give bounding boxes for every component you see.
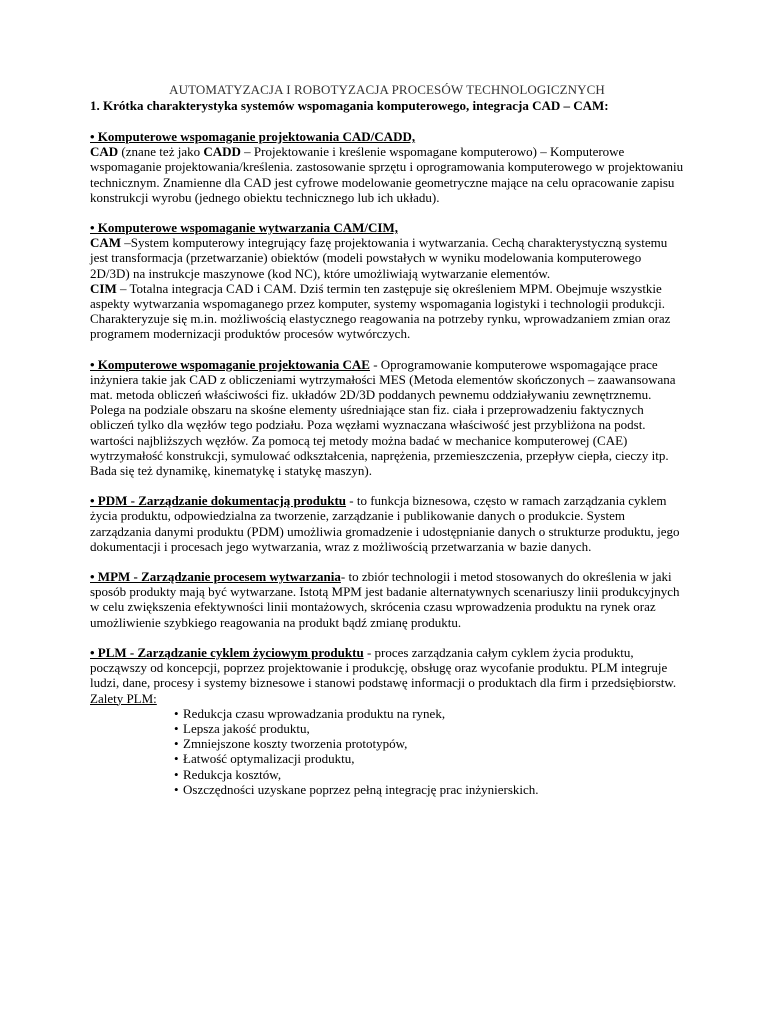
list-item: • Redukcja kosztów, [174, 767, 684, 782]
cadd-term: CADD [203, 144, 241, 160]
mpm-section [90, 569, 684, 630]
cim-body: – Totalna integracja CAD i CAM. Dziś termin ten zastępuje się określeniem MPM. Obejmuje wszystkie aspekty wytwarzania wspomaganego przez komputer, systemy wspomagania logistyki i technologii produkcji. Charakteryzuje się m.in. możliwością elastycznego reagowania na potrzeby rynku, wprowadzaniem zmian oraz programem modernizacji produktów procesów wytwórczych. [90, 280, 671, 342]
plm-advantages-title: Zalety PLM: [90, 690, 157, 706]
mpm-body: - to zbiór technologii i metod stosowanych do określenia w jaki sposób produkty mają być wytwarzane. Istotą MPM jest badanie alternatywnych scenariuszy linii produkcyjnych w celu zwiększenia efektywności linii montażowych, skrócenia czasu wprowadzenia produktu na rynek oraz umożliwienie szybkiego reagowania na produkt bądź zmianę produktu. [90, 569, 680, 630]
cim-term: CIM [90, 280, 117, 296]
cim-paragraph [90, 281, 684, 342]
cae-paragraph [90, 357, 684, 479]
cad-term: CAD [90, 144, 119, 160]
plm-topic-heading: • PLM - Zarządzanie cyklem życiowym produktu [90, 644, 364, 660]
cae-body: - Oprogramowanie komputerowe wspomagające prace inżyniera takie jak CAD z obliczeniami wytrzymałości MES (Metoda elementów skończonych – zaawansowana mat. metoda obliczeń właściwości fiz. układów 2D/3D poddanych pewnemu oddziaływaniu zewnętrznemu. Polega na podziale obszaru na skośne elementy uśredniające stan fiz. ciała i przeprowadzeniu faktycznych obliczeń tylko dla węzłów tego podziału. Poza węzłami wyznaczana właściwość jest przybliżona na podst. wartości najbliższych węzłów. Za pomocą tej metody można badać w mechanice komputerowej (CAE) wytrzymałość konstrukcji, symulować odkształcenia, naprężenia, przemieszczenia, przepływ ciepła, cieczy itp. Bada się też dynamikę, kinematykę i statykę maszyn). [90, 356, 676, 479]
cam-term: CAM [90, 235, 122, 251]
cad-aka-text: (znane też jako [118, 144, 204, 160]
pdm-body: - to funkcja biznesowa, często w ramach zarządzania cyklem życia produktu, odpowiedzialna za tworzenie, zarządzanie i publikowanie danych o produkcie. System zarządzania danymi produktu (PDM) umożliwia gromadzenie i udostępnianie danych o strukturze produktu, jego dokumentacji i procesach jego wytwarzania, wraz z możliwością przetwarzania w bazie danych. [90, 493, 680, 554]
list-item: • Łatwość optymalizacji produktu, [174, 751, 684, 766]
cad-topic-heading: • Komputerowe wspomaganie projektowania CAD/CADD, [90, 129, 416, 144]
list-item: • Lepsza jakość produktu, [174, 721, 684, 736]
cae-topic-heading: • Komputerowe wspomaganie projektowania CAE [90, 356, 370, 372]
plm-body: - proces zarządzania całym cyklem życia produktu, począwszy od koncepcji, poprzez projektowanie i produkcję, obsługę oraz wycofanie produktu. PLM integruje ludzi, dane, procesy i systemy biznesowe i stanowi podstawę informacji o produktach dla firm i przedsiębiorstw. [90, 644, 677, 691]
list-item: • Oszczędności uzyskane poprzez pełną integrację prac inżynierskich. [174, 782, 684, 797]
cad-body: – Projektowanie i kreślenie wspomagane komputerowo) – Komputerowe wspomaganie projektowania/kreślenia. zastosowanie sprzętu i oprogramowania komputerowego w projektowaniu technicznym. Znamienne dla CAD jest cyfrowe modelowanie geometryczne mające na celu opracowanie zapisu konstrukcji wyrobu (jednego obiektu technicznego lub ich układu). [90, 144, 684, 205]
plm-section [90, 645, 684, 797]
pdm-paragraph [90, 493, 684, 554]
cad-section [90, 129, 684, 205]
cam-body: –System komputerowy integrujący fazę projektowania i wytwarzania. Cechą charakterystyczną systemu jest transformacja (przetwarzanie) obiektów (modeli powstałych w wyniku modelowania komputerowego 2D/3D) na instrukcje maszynowe (kod NC), które umożliwiają wytwarzanie elementów. [90, 235, 668, 281]
mpm-paragraph [90, 569, 684, 630]
pdm-section [90, 493, 684, 554]
cad-paragraph [90, 144, 684, 205]
plm-advantages-list [90, 706, 684, 797]
pdm-topic-heading: • PDM - Zarządzanie dokumentacją produktu [90, 493, 347, 509]
mpm-topic-heading: • MPM - Zarządzanie procesem wytwarzania [90, 569, 341, 585]
plm-paragraph [90, 645, 684, 691]
document-title: AUTOMATYZACJA I ROBOTYZACJA PROCESÓW TECHNOLOGICZNYCH [169, 82, 605, 97]
cae-section [90, 357, 684, 479]
list-item: • Redukcja czasu wprowadzania produktu na rynek, [174, 706, 684, 721]
section-heading: 1. Krótka charakterystyka systemów wspomagania komputerowego, integracja CAD – CAM: [90, 98, 609, 113]
list-item: • Zmniejszone koszty tworzenia prototypów, [174, 736, 684, 751]
cam-section [90, 220, 684, 342]
cam-paragraph [90, 235, 684, 281]
cam-topic-heading: • Komputerowe wspomaganie wytwarzania CAM/CIM, [90, 220, 398, 236]
